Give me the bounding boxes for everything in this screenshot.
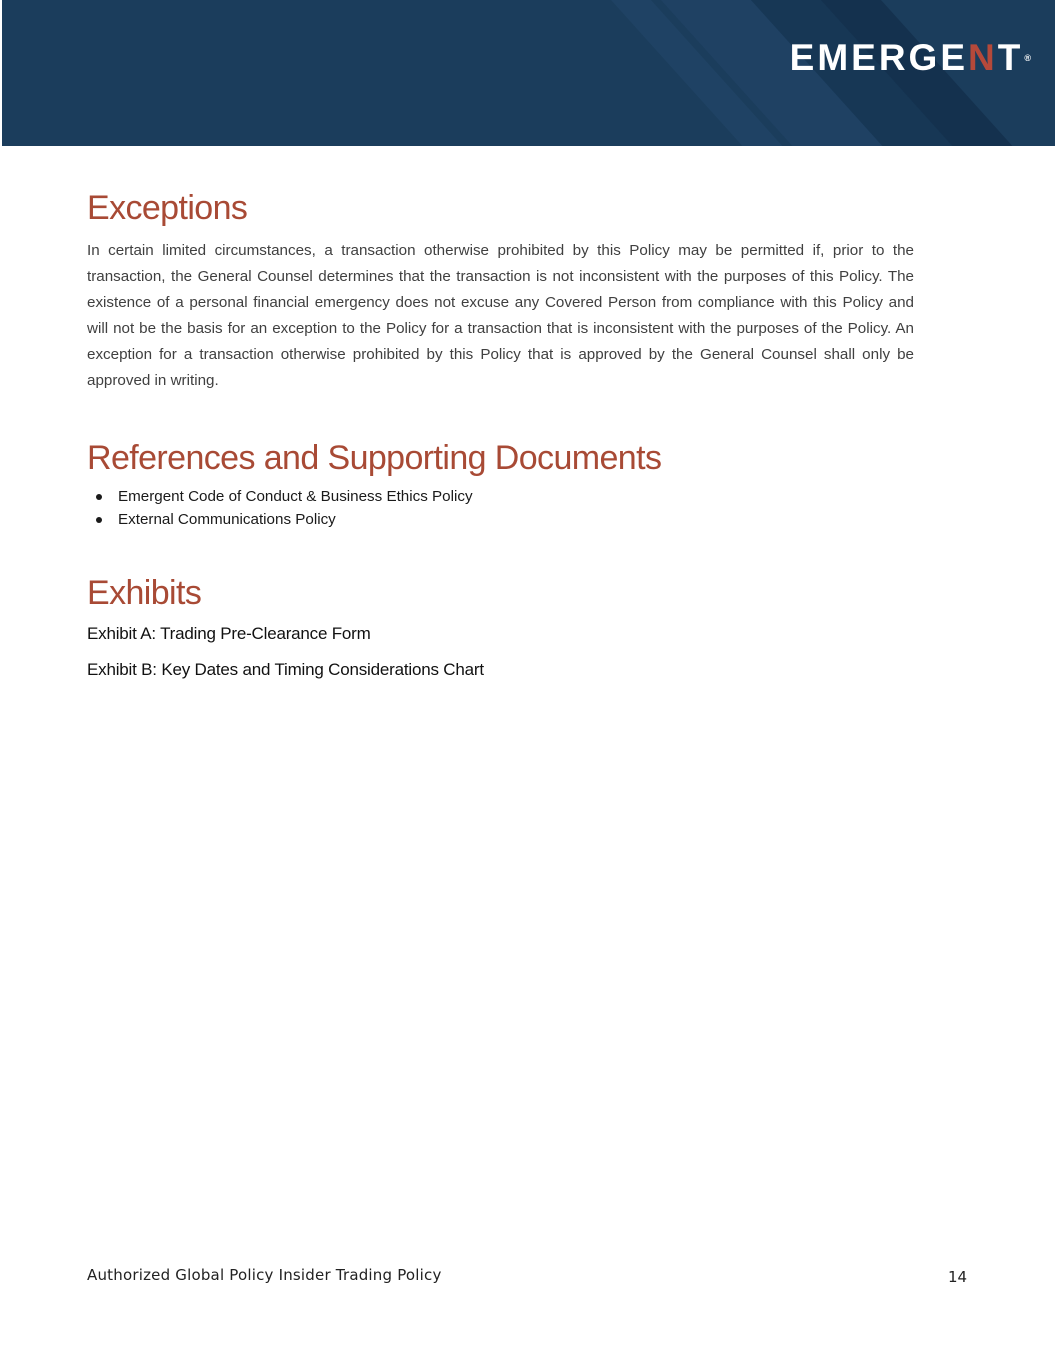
exceptions-heading: Exceptions (87, 189, 248, 227)
document-body (87, 186, 914, 681)
exhibits-heading: Exhibits (87, 574, 202, 612)
page-header-banner (2, 0, 1055, 146)
logo-text-accent: N (968, 37, 998, 78)
registered-mark: ® (1024, 53, 1031, 63)
exhibit-b-title: Exhibit B: Key Dates and Timing Considerations Chart (87, 660, 484, 679)
logo-text-end: T (997, 37, 1024, 78)
footer-document-title: Authorized Global Policy Insider Trading Policy (87, 1266, 442, 1284)
emergent-logo (790, 36, 1031, 80)
logo-text-start: EMERGE (789, 37, 969, 78)
reference-item: External Communications Policy (118, 509, 914, 532)
exceptions-paragraph: In certain limited circumstances, a transaction otherwise prohibited by this Policy may be permitted if, prior to the transaction, the General Counsel determines that the transaction is not inconsistent with the purposes of this Policy. The existence of a personal financial emergency does not excuse any Covered Person from compliance with this Policy and will not be the basis for an exception to the Policy for a transaction that is inconsistent with the purposes of the Policy. An exception for a transaction otherwise prohibited by this Policy that is approved by the General Counsel shall only be approved in writing. (87, 242, 914, 389)
exhibit-a-title: Exhibit A: Trading Pre-Clearance Form (87, 624, 371, 643)
references-heading: References and Supporting Documents (87, 439, 662, 477)
footer-page-number: 14 (948, 1268, 968, 1286)
reference-item: Emergent Code of Conduct & Business Ethics Policy (118, 486, 914, 509)
references-list (87, 486, 914, 531)
